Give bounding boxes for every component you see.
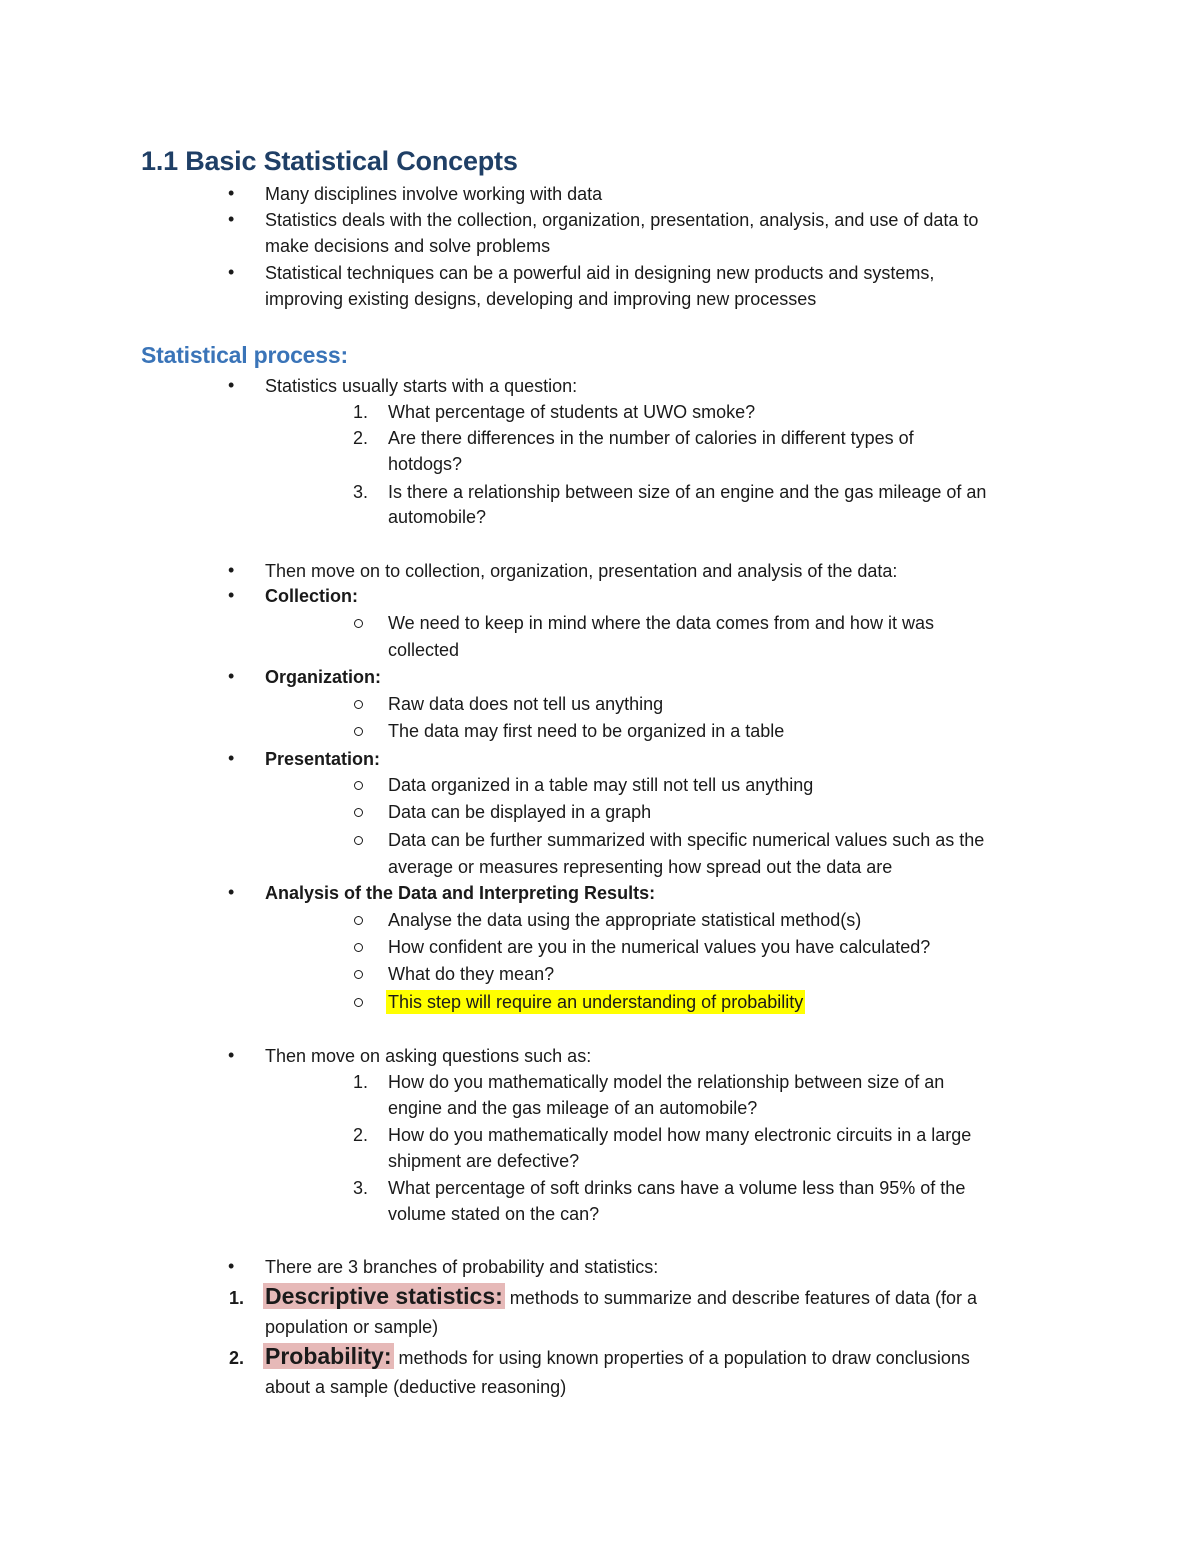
branch-description: methods to summarize and describe features of data (for a	[504, 1288, 978, 1308]
bullet-icon: •	[228, 585, 235, 605]
list-item: Is there a relationship between size of an engine and the gas mileage of an	[388, 482, 987, 502]
list-number: 1.	[229, 1288, 245, 1308]
list-item: The data may first need to be organized in a table	[388, 721, 785, 741]
list-item: How do you mathematically model the relationship between size of an	[388, 1072, 945, 1092]
highlighted-text: This step will require an understanding of probability	[388, 992, 804, 1012]
list-item: Are there differences in the number of calories in different types of	[388, 428, 914, 448]
list-number: 3.	[353, 482, 369, 502]
list-item: Data can be displayed in a graph	[388, 802, 652, 822]
list-item: What do they mean?	[388, 964, 555, 984]
intro-text: Statistical techniques can be a powerful aid in designing new products and systems,	[265, 263, 935, 283]
list-number: 1.	[353, 402, 369, 422]
list-number: 2.	[353, 1125, 369, 1145]
bullet-icon: •	[228, 183, 235, 203]
bullet-icon: •	[228, 882, 235, 902]
branch-term: Descriptive statistics:	[265, 1283, 503, 1309]
bullet-icon: •	[228, 748, 235, 768]
list-item: How confident are you in the numerical values you have calculated?	[388, 937, 931, 957]
circle-bullet-icon	[354, 998, 363, 1007]
circle-bullet-icon	[354, 836, 363, 845]
list-item: automobile?	[388, 507, 487, 527]
circle-bullet-icon	[354, 943, 363, 952]
branch-item	[263, 1279, 977, 1317]
intro-text: Many disciplines involve working with data	[265, 184, 603, 204]
branch-description: methods for using known properties of a population to draw conclusions	[393, 1348, 970, 1368]
branch-item	[263, 1339, 970, 1377]
intro-text: improving existing designs, developing and improving new processes	[265, 289, 817, 309]
circle-bullet-icon	[354, 916, 363, 925]
list-item: hotdogs?	[388, 454, 463, 474]
list-item: Data can be further summarized with specific numerical values such as the	[388, 830, 985, 850]
intro-text: Statistics deals with the collection, organization, presentation, analysis, and use of data to	[265, 210, 979, 230]
list-item: collected	[388, 640, 460, 660]
branch-description: population or sample)	[265, 1317, 439, 1337]
circle-bullet-icon	[354, 619, 363, 628]
bullet-icon: •	[228, 1256, 235, 1276]
list-item: engine and the gas mileage of an automobile?	[388, 1098, 758, 1118]
list-item: How do you mathematically model how many electronic circuits in a large	[388, 1125, 972, 1145]
list-number: 1.	[353, 1072, 369, 1092]
circle-bullet-icon	[354, 700, 363, 709]
section-heading: Statistical process:	[141, 342, 348, 368]
branches-intro: There are 3 branches of probability and statistics:	[265, 1257, 659, 1277]
intro-text: make decisions and solve problems	[265, 236, 551, 256]
circle-bullet-icon	[354, 727, 363, 736]
presentation-label: Presentation:	[265, 749, 381, 769]
question-intro: Statistics usually starts with a question:	[265, 376, 578, 396]
list-item: Data organized in a table may still not tell us anything	[388, 775, 814, 795]
branch-description: about a sample (deductive reasoning)	[265, 1377, 567, 1397]
then-move-text: Then move on to collection, organization, presentation and analysis of the data:	[265, 561, 898, 581]
bullet-icon: •	[228, 209, 235, 229]
list-item: Analyse the data using the appropriate statistical method(s)	[388, 910, 862, 930]
list-number: 3.	[353, 1178, 369, 1198]
list-item: Raw data does not tell us anything	[388, 694, 664, 714]
circle-bullet-icon	[354, 970, 363, 979]
circle-bullet-icon	[354, 781, 363, 790]
circle-bullet-icon	[354, 808, 363, 817]
bullet-icon: •	[228, 375, 235, 395]
collection-label: Collection:	[265, 586, 358, 606]
page-title: 1.1 Basic Statistical Concepts	[141, 146, 518, 176]
bullet-icon: •	[228, 560, 235, 580]
list-item: shipment are defective?	[388, 1151, 580, 1171]
list-item: volume stated on the can?	[388, 1204, 600, 1224]
list-number: 2.	[353, 428, 369, 448]
bullet-icon: •	[228, 666, 235, 686]
list-item: We need to keep in mind where the data comes from and how it was	[388, 613, 934, 633]
further-intro: Then move on asking questions such as:	[265, 1046, 592, 1066]
analysis-label: Analysis of the Data and Interpreting Results:	[265, 883, 656, 903]
bullet-icon: •	[228, 1045, 235, 1065]
list-item: average or measures representing how spread out the data are	[388, 857, 893, 877]
branch-term: Probability:	[265, 1343, 392, 1369]
organization-label: Organization:	[265, 667, 381, 687]
list-item: What percentage of soft drinks cans have a volume less than 95% of the	[388, 1178, 966, 1198]
list-number: 2.	[229, 1348, 245, 1368]
bullet-icon: •	[228, 262, 235, 282]
list-item: What percentage of students at UWO smoke?	[388, 402, 756, 422]
